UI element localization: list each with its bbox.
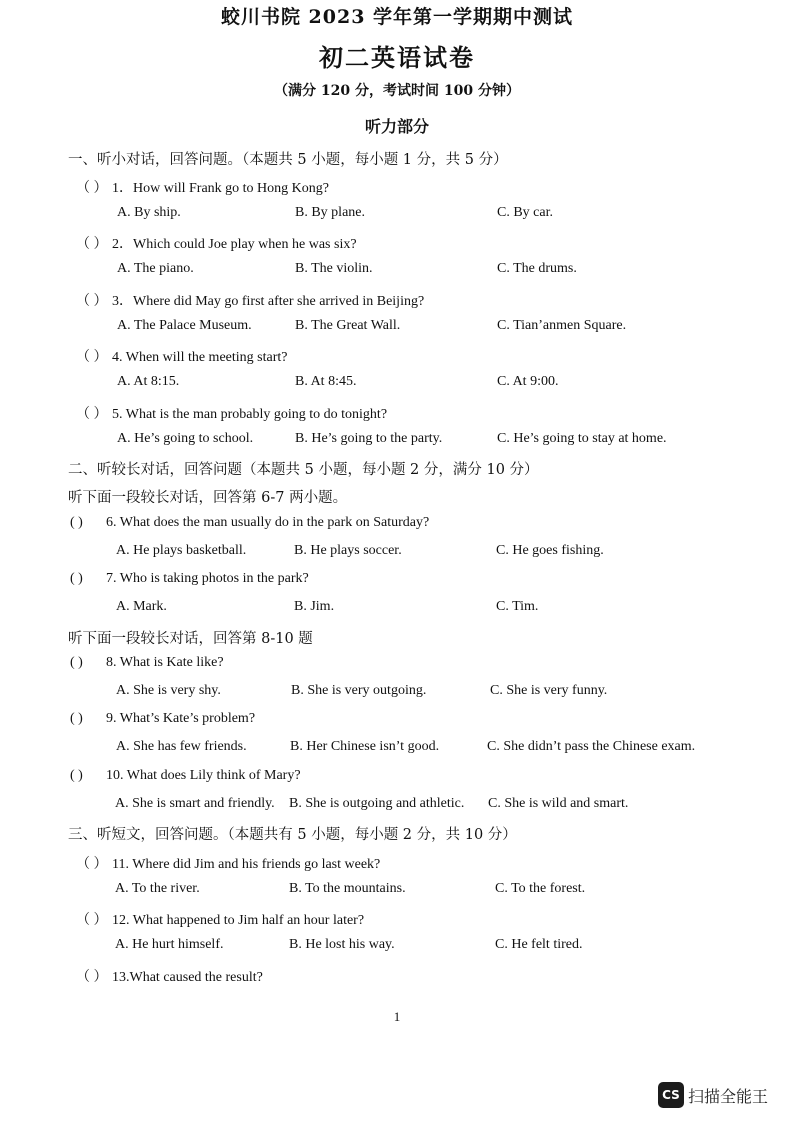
question-12 xyxy=(76,909,364,929)
question-8 xyxy=(70,655,224,671)
answer-blank[interactable]: （ ） xyxy=(76,294,108,309)
part-heading: 听力部分 xyxy=(364,117,429,136)
option-c: C. By car. xyxy=(497,205,553,220)
option-c: C. Tim. xyxy=(496,599,539,614)
question-4 xyxy=(76,346,287,366)
option-b: B. She is outgoing and athletic. xyxy=(289,796,465,811)
question-text: 13.What caused the result? xyxy=(112,970,263,985)
question-text: 10. What does Lily think of Mary? xyxy=(106,768,301,783)
option-a: A. He hurt himself. xyxy=(115,937,224,952)
question-11-options xyxy=(0,881,794,899)
answer-blank[interactable]: （ ） xyxy=(76,913,108,928)
question-3 xyxy=(76,290,424,310)
question-9-options xyxy=(0,739,794,757)
option-b: B. He plays soccer. xyxy=(294,543,402,558)
answer-blank[interactable]: ( ) xyxy=(70,515,83,530)
question-12-options xyxy=(0,937,794,955)
section-2-subheading-1: 听下面一段较长对话，回答第 6-7 两小题。 xyxy=(68,490,348,506)
answer-blank[interactable]: ( ) xyxy=(70,711,83,726)
question-1 xyxy=(76,177,329,197)
option-a: A. She has few friends. xyxy=(116,739,247,754)
question-text: 1．How will Frank go to Hong Kong? xyxy=(112,181,329,196)
option-b: B. By plane. xyxy=(295,205,365,220)
section-3-heading: 三、听短文，回答问题。（本题共有 5 小题，每小题 2 分，共 10 分） xyxy=(68,827,517,843)
question-text: 7. Who is taking photos in the park? xyxy=(106,571,309,586)
exam-title: 蛟川书院 2023 学年第一学期期中测试 xyxy=(220,6,574,28)
exam-score-note: （满分 120 分，考试时间 100 分钟） xyxy=(274,83,520,99)
answer-blank[interactable]: （ ） xyxy=(76,237,108,252)
answer-blank[interactable]: （ ） xyxy=(76,857,108,872)
question-text: 11. Where did Jim and his friends go last week? xyxy=(112,857,381,872)
question-8-options xyxy=(0,683,794,701)
option-c: C. She is very funny. xyxy=(490,683,608,698)
option-c: C. He goes fishing. xyxy=(496,543,604,558)
option-c: C. Tian’anmen Square. xyxy=(497,318,627,333)
option-b: B. She is very outgoing. xyxy=(291,683,427,698)
question-text: 12. What happened to Jim half an hour later? xyxy=(112,913,365,928)
answer-blank[interactable]: （ ） xyxy=(76,970,108,985)
option-b: B. He’s going to the party. xyxy=(295,431,443,446)
section-2-subheading-2: 听下面一段较长对话，回答第 8-10 题 xyxy=(68,631,313,647)
question-3-options xyxy=(0,318,794,336)
section-1-heading: 一、听小对话，回答问题。（本题共 5 小题，每小题 1 分，共 5 分） xyxy=(68,152,508,168)
question-text: 8. What is Kate like? xyxy=(106,655,224,670)
question-text: 5. What is the man probably going to do tonight? xyxy=(112,407,388,422)
option-a: A. Mark. xyxy=(116,599,167,614)
option-b: B. The violin. xyxy=(295,261,373,276)
question-2 xyxy=(76,233,357,253)
option-c: C. She didn’t pass the Chinese exam. xyxy=(487,739,696,754)
question-text: 2．Which could Joe play when he was six? xyxy=(112,237,357,252)
option-c: C. At 9:00. xyxy=(497,374,559,389)
option-c: C. He felt tired. xyxy=(495,937,583,952)
question-6-options xyxy=(0,543,794,561)
question-7 xyxy=(70,571,309,587)
option-a: A. By ship. xyxy=(117,205,181,220)
question-9 xyxy=(70,711,255,727)
option-c: C. The drums. xyxy=(497,261,577,276)
option-b: B. To the mountains. xyxy=(289,881,406,896)
question-11 xyxy=(76,853,380,873)
option-a: A. At 8:15. xyxy=(117,374,180,389)
answer-blank[interactable]: ( ) xyxy=(70,571,83,586)
option-a: A. The Palace Museum. xyxy=(117,318,252,333)
question-6 xyxy=(70,515,429,531)
question-text: 3．Where did May go first after she arrived in Beijing? xyxy=(112,294,425,309)
question-10-options xyxy=(0,796,794,814)
option-c: C. He’s going to stay at home. xyxy=(497,431,667,446)
option-a: A. To the river. xyxy=(115,881,200,896)
question-4-options xyxy=(0,374,794,392)
option-b: B. He lost his way. xyxy=(289,937,395,952)
option-c: C. To the forest. xyxy=(495,881,586,896)
option-b: B. At 8:45. xyxy=(295,374,357,389)
option-c: C. She is wild and smart. xyxy=(488,796,629,811)
question-7-options xyxy=(0,599,794,617)
question-5 xyxy=(76,403,387,423)
question-1-options xyxy=(0,205,794,223)
option-b: B. Jim. xyxy=(294,599,335,614)
option-a: A. The piano. xyxy=(117,261,194,276)
camscanner-logo-icon: CS xyxy=(658,1082,684,1108)
option-a: A. She is very shy. xyxy=(116,683,221,698)
exam-subtitle: 初二英语试卷 xyxy=(319,43,475,72)
option-a: A. She is smart and friendly. xyxy=(115,796,275,811)
answer-blank[interactable]: （ ） xyxy=(76,350,108,365)
answer-blank[interactable]: （ ） xyxy=(76,181,108,196)
answer-blank[interactable]: ( ) xyxy=(70,768,83,783)
option-a: A. He’s going to school. xyxy=(117,431,254,446)
scanner-app-name: 扫描全能王 xyxy=(688,1086,769,1106)
question-text: 9. What’s Kate’s problem? xyxy=(106,711,256,726)
page-number: 1 xyxy=(393,1009,401,1024)
option-b: B. The Great Wall. xyxy=(295,318,401,333)
option-b: B. Her Chinese isn’t good. xyxy=(290,739,440,754)
option-a: A. He plays basketball. xyxy=(116,543,247,558)
scanner-watermark xyxy=(658,1082,768,1108)
question-13 xyxy=(76,966,263,986)
answer-blank[interactable]: ( ) xyxy=(70,655,83,670)
question-text: 4. When will the meeting start? xyxy=(112,350,288,365)
question-5-options xyxy=(0,431,794,449)
question-2-options xyxy=(0,261,794,279)
section-2-heading: 二、听较长对话，回答问题（本题共 5 小题，每小题 2 分，满分 10 分） xyxy=(68,462,539,478)
question-text: 6. What does the man usually do in the park on Saturday? xyxy=(106,515,430,530)
answer-blank[interactable]: （ ） xyxy=(76,407,108,422)
question-10 xyxy=(70,768,301,784)
